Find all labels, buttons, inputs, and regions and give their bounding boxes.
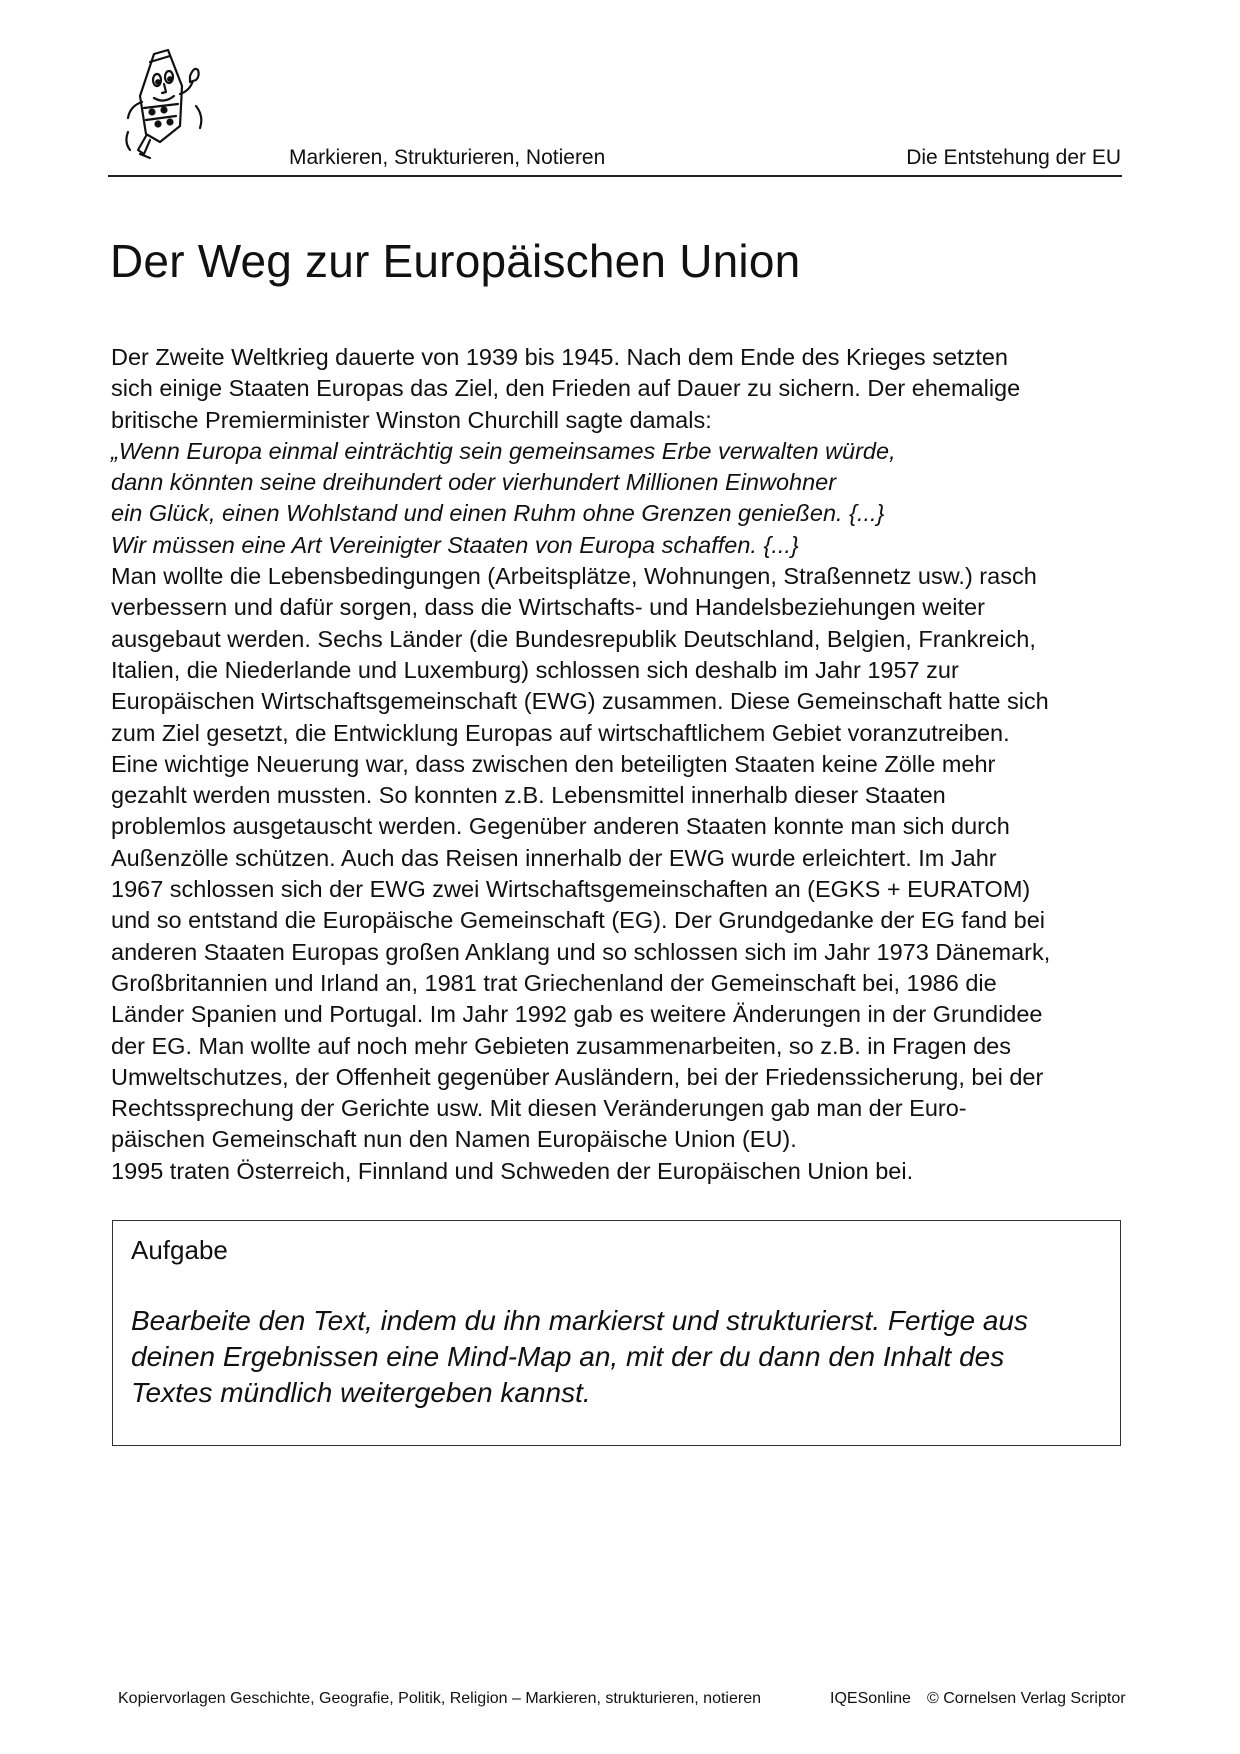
body-line: und so entstand die Europäische Gemeinschaft (EG). Der Grundgedanke der EG fand bei <box>111 907 1046 934</box>
body-line: Rechtssprechung der Gerichte usw. Mit diesen Veränderungen gab man der Euro- <box>111 1095 967 1122</box>
body-text <box>111 342 1121 1187</box>
body-line: Umweltschutzes, der Offenheit gegenüber Ausländern, bei der Friedenssicherung, bei der <box>111 1063 1044 1090</box>
body-line: päischen Gemeinschaft nun den Namen Europäische Union (EU). <box>111 1126 797 1153</box>
churchill-quote-line: dann könnten seine dreihundert oder vierhundert Millionen Einwohner <box>111 469 837 496</box>
task-text <box>131 1303 1091 1411</box>
task-line: Textes mündlich weitergeben kannst. <box>131 1377 591 1408</box>
body-line: zum Ziel gesetzt, die Entwicklung Europas auf wirtschaftlichem Gebiet voranzutreiben. <box>111 719 1010 746</box>
body-line: Großbritannien und Irland an, 1981 trat Griechenland der Gemeinschaft bei, 1986 die <box>111 969 997 996</box>
body-line: der EG. Man wollte auf noch mehr Gebieten zusammenarbeiten, so z.B. in Fragen des <box>111 1032 1011 1059</box>
footer-series: Kopiervorlagen Geschichte, Geografie, Politik, Religion – Markieren, strukturieren, notieren <box>118 1690 761 1707</box>
task-label: Aufgabe <box>131 1235 228 1265</box>
header-topic: Die Entstehung der EU <box>906 146 1121 169</box>
footer-publisher: © Cornelsen Verlag Scriptor <box>927 1690 1126 1707</box>
body-line: verbessern und dafür sorgen, dass die Wirtschafts- und Handelsbeziehungen weiter <box>111 594 985 621</box>
body-line: anderen Staaten Europas großen Anklang und so schlossen sich im Jahr 1973 Dänemark, <box>111 938 1051 965</box>
header-subject: Markieren, Strukturieren, Notieren <box>289 146 606 169</box>
task-line: Bearbeite den Text, indem du ihn markierst und strukturierst. Fertige aus <box>131 1305 1028 1336</box>
body-line: ausgebaut werden. Sechs Länder (die Bundesrepublik Deutschland, Belgien, Frankreich, <box>111 625 1036 652</box>
body-line: Eine wichtige Neuerung war, dass zwischen den beteiligten Staaten keine Zölle mehr <box>111 750 996 777</box>
churchill-quote-line: ein Glück, einen Wohlstand und einen Ruhm ohne Grenzen genießen. {...} <box>111 500 885 527</box>
page-title: Der Weg zur Europäischen Union <box>110 235 801 287</box>
body-line: Italien, die Niederlande und Luxemburg) schlossen sich deshalb im Jahr 1957 zur <box>111 656 959 683</box>
body-line: gezahlt werden mussten. So konnten z.B. Lebensmittel innerhalb dieser Staaten <box>111 782 946 809</box>
highlighter-mascot-icon <box>120 46 216 164</box>
body-line: britische Premierminister Winston Churchill sagte damals: <box>111 406 712 433</box>
body-line: Länder Spanien und Portugal. Im Jahr 1992 gab es weitere Änderungen in der Grundidee <box>111 1001 1043 1028</box>
body-line: 1967 schlossen sich der EWG zwei Wirtschaftsgemeinschaften an (EGKS + EURATOM) <box>111 876 1031 903</box>
body-line: sich einige Staaten Europas das Ziel, den Frieden auf Dauer zu sichern. Der ehemalige <box>111 375 1021 402</box>
body-line: Europäischen Wirtschaftsgemeinschaft (EWG) zusammen. Diese Gemeinschaft hatte sich <box>111 688 1049 715</box>
body-line: 1995 traten Österreich, Finnland und Schweden der Europäischen Union bei. <box>111 1157 914 1184</box>
footer-platform: IQESonline <box>830 1690 911 1707</box>
churchill-quote-line: Wir müssen eine Art Vereinigter Staaten von Europa schaffen. {...} <box>111 531 799 558</box>
task-box <box>112 1220 1121 1446</box>
body-line: Außenzölle schützen. Auch das Reisen innerhalb der EWG wurde erleichtert. Im Jahr <box>111 844 997 871</box>
body-line: problemlos ausgetauscht werden. Gegenüber anderen Staaten konnte man sich durch <box>111 813 1010 840</box>
header-divider <box>108 175 1122 177</box>
task-line: deinen Ergebnissen eine Mind-Map an, mit der du dann den Inhalt des <box>131 1341 1005 1372</box>
body-line: Der Zweite Weltkrieg dauerte von 1939 bis 1945. Nach dem Ende des Krieges setzten <box>111 344 1008 370</box>
churchill-quote-line: „Wenn Europa einmal einträchtig sein gemeinsames Erbe verwalten würde, <box>111 437 896 464</box>
body-line: Man wollte die Lebensbedingungen (Arbeitsplätze, Wohnungen, Straßennetz usw.) rasch <box>111 563 1037 590</box>
